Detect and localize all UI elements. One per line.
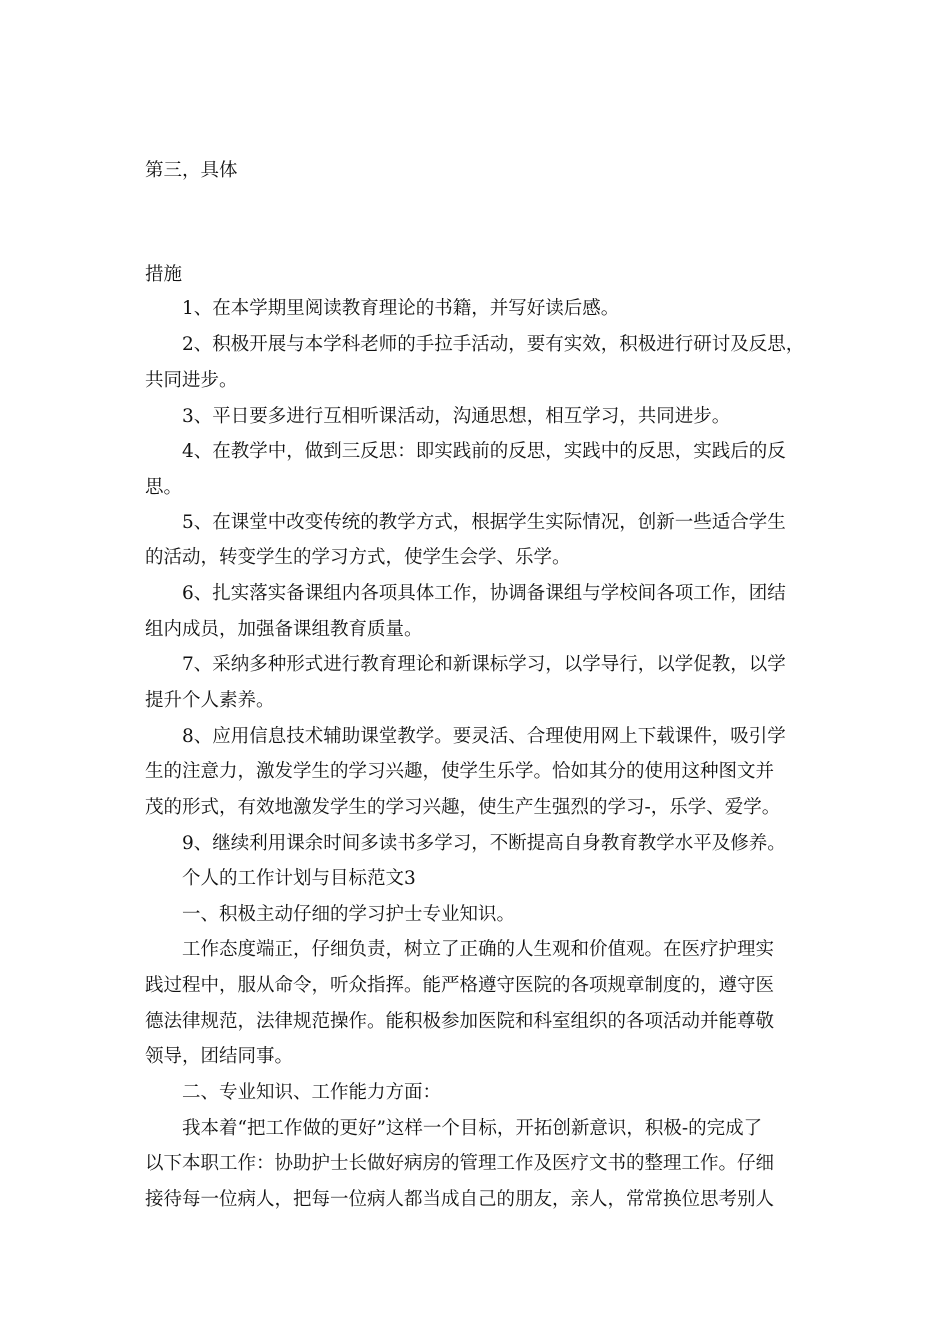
paragraph-line: 践过程中，服从命令，听众指挥。能严格遵守医院的各项规章制度的，遵守医: [145, 975, 775, 996]
paragraph-line: 我本着“把工作做的更好”这样一个目标，开拓创新意识，积极-的完成了: [182, 1118, 763, 1139]
paragraph-line: 生的注意力，激发学生的学习兴趣，使学生乐学。恰如其分的使用这种图文并: [145, 761, 775, 782]
paragraph-line: 领导，团结同事。: [145, 1046, 294, 1067]
paragraph-line: 6、扎实落实备课组内各项具体工作，协调备课组与学校间各项工作，团结: [182, 583, 786, 604]
paragraph-line: 4、在教学中，做到三反思：即实践前的反思，实践中的反思，实践后的反: [182, 441, 786, 462]
paragraph-line: 思。: [145, 477, 183, 498]
paragraph-line: 以下本职工作：协助护士长做好病房的管理工作及医疗文书的整理工作。仔细: [145, 1153, 775, 1174]
document-title: 个人的工作计划与目标范文3: [182, 868, 416, 889]
paragraph-line: 茂的形式，有效地激发学生的学习兴趣，使生产生强烈的学习-，乐学、爱学。: [145, 797, 781, 818]
paragraph-line: 9、继续利用课余时间多读书多学习，不断提高自身教育教学水平及修养。: [182, 833, 786, 854]
paragraph-line: 8、应用信息技术辅助课堂教学。要灵活、合理使用网上下载课件，吸引学: [182, 726, 786, 747]
paragraph-line: 工作态度端正，仔细负责，树立了正确的人生观和价值观。在医疗护理实: [182, 939, 775, 960]
paragraph-line: 5、在课堂中改变传统的教学方式，根据学生实际情况，创新一些适合学生: [182, 512, 786, 533]
paragraph-line: 共同进步。: [145, 370, 238, 391]
section-heading-continued: 措施: [145, 264, 183, 285]
paragraph-line: 的活动，转变学生的学习方式，使学生会学、乐学。: [145, 547, 571, 568]
subheading: 一、积极主动仔细的学习护士专业知识。: [182, 904, 516, 925]
subheading: 二、专业知识、工作能力方面：: [182, 1082, 442, 1103]
paragraph-line: 7、采纳多种形式进行教育理论和新课标学习，以学导行，以学促教，以学: [182, 654, 786, 675]
section-heading: 第三，具体: [145, 160, 238, 181]
paragraph-line: 3、平日要多进行互相听课活动，沟通思想，相互学习，共同进步。: [182, 406, 731, 427]
paragraph-line: 接待每一位病人，把每一位病人都当成自己的朋友，亲人，常常换位思考别人: [145, 1189, 775, 1210]
paragraph-line: 德法律规范，法律规范操作。能积极参加医院和科室组织的各项活动并能尊敬: [145, 1011, 775, 1032]
paragraph-line: 1、在本学期里阅读教育理论的书籍，并写好读后感。: [182, 298, 620, 319]
paragraph-line: 组内成员，加强备课组教育质量。: [145, 619, 423, 640]
paragraph-line: 提升个人素养。: [145, 690, 275, 711]
paragraph-line: 2、积极开展与本学科老师的手拉手活动，要有实效，积极进行研讨及反思，: [182, 334, 805, 355]
